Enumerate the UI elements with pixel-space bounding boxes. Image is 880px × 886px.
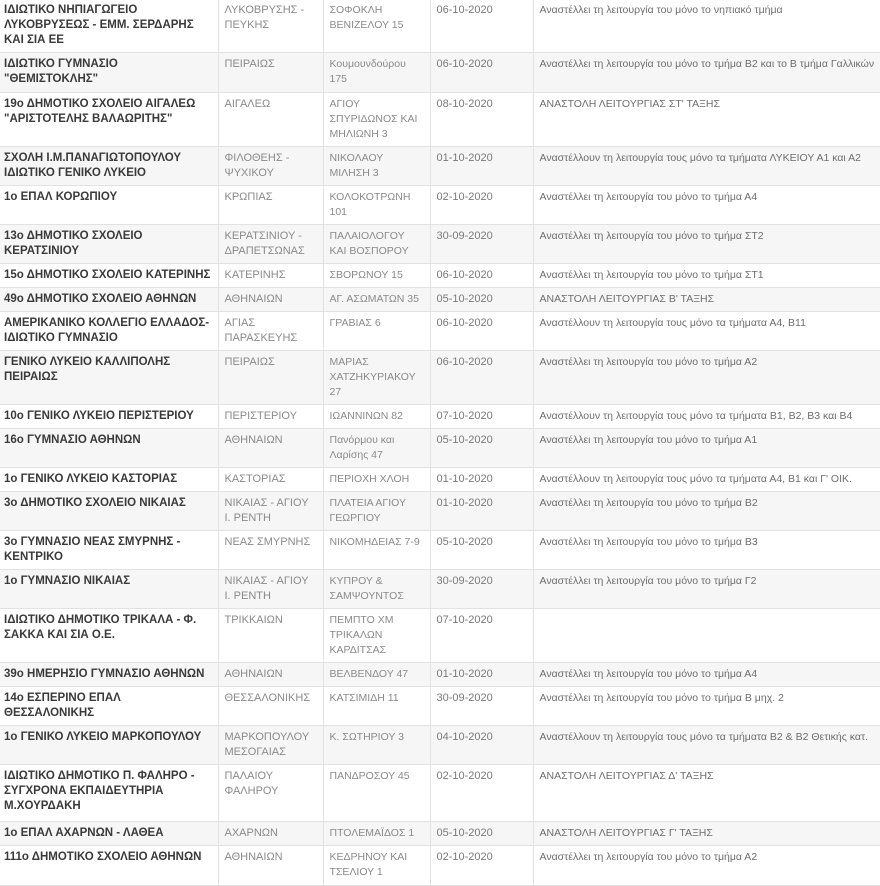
note-cell: Αναστέλλει τη λειτουργία του μόνο το τμήμα Γ2 bbox=[533, 570, 880, 609]
table-row bbox=[0, 531, 880, 570]
school-name-cell: 3ο ΓΥΜΝΑΣΙΟ ΝΕΑΣ ΣΜΥΡΝΗΣ - ΚΕΝΤΡΙΚΟ bbox=[0, 531, 218, 570]
address-cell: ΚΑΤΣΙΜΙΔΗ 11 bbox=[323, 687, 430, 726]
address-cell: ΠΕΡΙΟΧΗ ΧΛΟΗ bbox=[323, 468, 430, 492]
school-name-cell: ΙΔΙΩΤΙΚΟ ΓΥΜΝΑΣΙΟ "ΘΕΜΙΣΤΟΚΛΗΣ" bbox=[0, 53, 218, 93]
date-cell: 01-10-2020 bbox=[430, 147, 533, 186]
municipality-cell: ΜΑΡΚΟΠΟΥΛΟΥ ΜΕΣΟΓΑΙΑΣ bbox=[218, 726, 323, 765]
table-row bbox=[0, 822, 880, 846]
table-row bbox=[0, 687, 880, 726]
table-row bbox=[0, 93, 880, 147]
table-row bbox=[0, 492, 880, 531]
address-cell: ΣΒΟΡΩΝΟΥ 15 bbox=[323, 264, 430, 288]
note-cell: ΑΝΑΣΤΟΛΗ ΛΕΙΤΟΥΡΓΙΑΣ Δ' ΤΑΞΗΣ bbox=[533, 765, 880, 822]
municipality-cell: ΝΙΚΑΙΑΣ - ΑΓΙΟΥ Ι. ΡΕΝΤΗ bbox=[218, 492, 323, 531]
municipality-cell: ΝΙΚΑΙΑΣ - ΑΓΙΟΥ Ι. ΡΕΝΤΗ bbox=[218, 570, 323, 609]
date-cell: 07-10-2020 bbox=[430, 609, 533, 663]
date-cell: 05-10-2020 bbox=[430, 288, 533, 312]
address-cell: ΠΑΛΑΙΟΛΟΓΟΥ ΚΑΙ ΒΟΣΠΟΡΟΥ bbox=[323, 225, 430, 264]
address-cell: ΝΙΚΟΛΑΟΥ ΜΙΛΗΣΗ 3 bbox=[323, 147, 430, 186]
school-name-cell: 111ο ΔΗΜΟΤΙΚΟ ΣΧΟΛΕΙΟ ΑΘΗΝΩΝ bbox=[0, 846, 218, 886]
note-cell: ΑΝΑΣΤΟΛΗ ΛΕΙΤΟΥΡΓΙΑΣ ΣΤ' ΤΑΞΗΣ bbox=[533, 93, 880, 147]
school-name-cell: 1ο ΕΠΑΛ ΑΧΑΡΝΩΝ - ΛΑΘΕΑ bbox=[0, 822, 218, 846]
address-cell: ΚΟΛΟΚΟΤΡΩΝΗ 101 bbox=[323, 186, 430, 225]
municipality-cell: ΚΕΡΑΤΣΙΝΙΟΥ - ΔΡΑΠΕΤΣΩΝΑΣ bbox=[218, 225, 323, 264]
date-cell: 01-10-2020 bbox=[430, 492, 533, 531]
school-name-cell: 49ο ΔΗΜΟΤΙΚΟ ΣΧΟΛΕΙΟ ΑΘΗΝΩΝ bbox=[0, 288, 218, 312]
note-cell: Αναστέλλουν τη λειτουργία τους μόνο τα τμήματα Α4, Β11 bbox=[533, 312, 880, 351]
table-row bbox=[0, 147, 880, 186]
note-cell: Αναστέλλουν τη λειτουργία τους μόνο τα τμήματα ΛΥΚΕΙΟΥ Α1 και Α2 bbox=[533, 147, 880, 186]
table-row bbox=[0, 726, 880, 765]
school-name-cell: 1ο ΓΕΝΙΚΟ ΛΥΚΕΙΟ ΚΑΣΤΟΡΙΑΣ bbox=[0, 468, 218, 492]
address-cell: ΜΑΡΙΑΣ ΧΑΤΖΗΚΥΡΙΑΚΟΥ 27 bbox=[323, 351, 430, 405]
note-cell: ΑΝΑΣΤΟΛΗ ΛΕΙΤΟΥΡΓΙΑΣ Β' ΤΑΞΗΣ bbox=[533, 288, 880, 312]
municipality-cell: ΠΑΛΑΙΟΥ ΦΑΛΗΡΟΥ bbox=[218, 765, 323, 822]
municipality-cell: ΑΘΗΝΑΙΩΝ bbox=[218, 663, 323, 687]
note-cell: Αναστέλλουν τη λειτουργία τους μόνο τα τμήματα Β2 & Β2 Θετικής κατ. bbox=[533, 726, 880, 765]
address-cell: ΑΓΙΟΥ ΣΠΥΡΙΔΩΝΟΣ ΚΑΙ ΜΗΛΙΩΝΗ 3 bbox=[323, 93, 430, 147]
date-cell: 30-09-2020 bbox=[430, 687, 533, 726]
address-cell: ΚΕΔΡΗΝΟΥ ΚΑΙ ΤΣΕΛΙΟΥ 1 bbox=[323, 846, 430, 886]
date-cell: 07-10-2020 bbox=[430, 405, 533, 429]
school-name-cell: 3ο ΔΗΜΟΤΙΚΟ ΣΧΟΛΕΙΟ ΝΙΚΑΙΑΣ bbox=[0, 492, 218, 531]
table-row bbox=[0, 312, 880, 351]
address-cell: ΣΟΦΟΚΛΗ ΒΕΝΙΖΕΛΟΥ 15 bbox=[323, 0, 430, 53]
address-cell: ΑΓ. ΑΣΩΜΑΤΩΝ 35 bbox=[323, 288, 430, 312]
table-row bbox=[0, 288, 880, 312]
table-row bbox=[0, 405, 880, 429]
table-row bbox=[0, 570, 880, 609]
note-cell: Αναστέλλει τη λειτουργία του μόνο το νηπιακό τμήμα bbox=[533, 0, 880, 53]
municipality-cell: ΠΕΙΡΑΙΩΣ bbox=[218, 351, 323, 405]
school-name-cell: 19ο ΔΗΜΟΤΙΚΟ ΣΧΟΛΕΙΟ ΑΙΓΑΛΕΩ "ΑΡΙΣΤΟΤΕΛΗΣ ΒΑΛΑΩΡΙΤΗΣ" bbox=[0, 93, 218, 147]
note-cell: Αναστέλλει τη λειτουργία του μόνο το τμήμα Β μηχ. 2 bbox=[533, 687, 880, 726]
school-name-cell: ΑΜΕΡΙΚΑΝΙΚΟ ΚΟΛΛΕΓΙΟ ΕΛΛΑΔΟΣ-ΙΔΙΩΤΙΚΟ ΓΥΜΝΑΣΙΟ bbox=[0, 312, 218, 351]
note-cell: Αναστέλλει τη λειτουργία του μόνο το τμήμα Α4 bbox=[533, 663, 880, 687]
address-cell: Κουμουνδούρου 175 bbox=[323, 53, 430, 93]
address-cell: ΙΩΑΝΝΙΝΩΝ 82 bbox=[323, 405, 430, 429]
address-cell: ΓΡΑΒΙΑΣ 6 bbox=[323, 312, 430, 351]
table-row bbox=[0, 186, 880, 225]
table-row bbox=[0, 53, 880, 93]
table-row bbox=[0, 609, 880, 663]
table-row bbox=[0, 663, 880, 687]
municipality-cell: ΑΘΗΝΑΙΩΝ bbox=[218, 846, 323, 886]
date-cell: 06-10-2020 bbox=[430, 312, 533, 351]
municipality-cell: ΚΡΩΠΙΑΣ bbox=[218, 186, 323, 225]
municipality-cell: ΑΧΑΡΝΩΝ bbox=[218, 822, 323, 846]
note-cell: Αναστέλλει τη λειτουργία του μόνο το τμήμα Β2 και το Β τμήμα Γαλλικών bbox=[533, 53, 880, 93]
note-cell: Αναστέλλει τη λειτουργία του μόνο το τμήμα Α1 bbox=[533, 429, 880, 468]
note-cell: Αναστέλλει τη λειτουργία του μόνο το τμήμα Α4 bbox=[533, 186, 880, 225]
date-cell: 06-10-2020 bbox=[430, 351, 533, 405]
table-row bbox=[0, 765, 880, 822]
date-cell: 06-10-2020 bbox=[430, 53, 533, 93]
note-cell: Αναστέλλει τη λειτουργία του μόνο το τμήμα Β2 bbox=[533, 492, 880, 531]
address-cell: ΠΛΑΤΕΙΑ ΑΓΙΟΥ ΓΕΩΡΓΙΟΥ bbox=[323, 492, 430, 531]
address-cell: ΚΥΠΡΟΥ & ΣΑΜΨΟΥΝΤΟΣ bbox=[323, 570, 430, 609]
school-name-cell: 15ο ΔΗΜΟΤΙΚΟ ΣΧΟΛΕΙΟ ΚΑΤΕΡΙΝΗΣ bbox=[0, 264, 218, 288]
date-cell: 05-10-2020 bbox=[430, 822, 533, 846]
note-cell: Αναστέλλει τη λειτουργία του μόνο το τμήμα Α2 bbox=[533, 351, 880, 405]
note-cell bbox=[533, 609, 880, 663]
school-name-cell: 1ο ΓΥΜΝΑΣΙΟ ΝΙΚΑΙΑΣ bbox=[0, 570, 218, 609]
note-cell: Αναστέλλει τη λειτουργία του μόνο το τμήμα Α2 bbox=[533, 846, 880, 886]
date-cell: 30-09-2020 bbox=[430, 225, 533, 264]
address-cell: ΠΕΜΠΤΟ ΧΜ ΤΡΙΚΑΛΩΝ ΚΑΡΔΙΤΣΑΣ bbox=[323, 609, 430, 663]
municipality-cell: ΑΙΓΑΛΕΩ bbox=[218, 93, 323, 147]
municipality-cell: ΚΑΤΕΡΙΝΗΣ bbox=[218, 264, 323, 288]
school-name-cell: 16ο ΓΥΜΝΑΣΙΟ ΑΘΗΝΩΝ bbox=[0, 429, 218, 468]
table-row bbox=[0, 429, 880, 468]
address-cell: Πανόρμου και Λαρίσης 47 bbox=[323, 429, 430, 468]
school-name-cell: ΙΔΙΩΤΙΚΟ ΔΗΜΟΤΙΚΟ ΤΡΙΚΑΛΑ - Φ. ΣΑΚΚΑ ΚΑΙ ΣΙΑ Ο.Ε. bbox=[0, 609, 218, 663]
municipality-cell: ΦΙΛΟΘΕΗΣ - ΨΥΧΙΚΟΥ bbox=[218, 147, 323, 186]
date-cell: 01-10-2020 bbox=[430, 663, 533, 687]
date-cell: 02-10-2020 bbox=[430, 846, 533, 886]
address-cell: ΒΕΛΒΕΝΔΟΥ 47 bbox=[323, 663, 430, 687]
municipality-cell: ΝΕΑΣ ΣΜΥΡΝΗΣ bbox=[218, 531, 323, 570]
note-cell: Αναστέλλει τη λειτουργία του μόνο το τμήμα ΣΤ2 bbox=[533, 225, 880, 264]
note-cell: Αναστέλλουν τη λειτουργία τους μόνο τα τμήματα Β1, Β2, Β3 και Β4 bbox=[533, 405, 880, 429]
date-cell: 05-10-2020 bbox=[430, 531, 533, 570]
municipality-cell: ΘΕΣΣΑΛΟΝΙΚΗΣ bbox=[218, 687, 323, 726]
municipality-cell: ΛΥΚΟΒΡΥΣΗΣ - ΠΕΥΚΗΣ bbox=[218, 0, 323, 53]
note-cell: Αναστέλλει τη λειτουργία του μόνο το τμήμα ΣΤ1 bbox=[533, 264, 880, 288]
date-cell: 02-10-2020 bbox=[430, 186, 533, 225]
school-name-cell: 1ο ΕΠΑΛ ΚΟΡΩΠΙΟΥ bbox=[0, 186, 218, 225]
school-name-cell: ΙΔΙΩΤΙΚΟ ΔΗΜΟΤΙΚΟ Π. ΦΑΛΗΡΟ - ΣΥΓΧΡΟΝΑ ΕΚΠΑΙΔΕΥΤΗΡΙΑ Μ.ΧΟΥΡΔΑΚΗ bbox=[0, 765, 218, 822]
table-row bbox=[0, 351, 880, 405]
table-row bbox=[0, 468, 880, 492]
address-cell: Κ. ΣΩΤΗΡΙΟΥ 3 bbox=[323, 726, 430, 765]
date-cell: 05-10-2020 bbox=[430, 429, 533, 468]
school-name-cell: 13ο ΔΗΜΟΤΙΚΟ ΣΧΟΛΕΙΟ ΚΕΡΑΤΣΙΝΙΟΥ bbox=[0, 225, 218, 264]
address-cell: ΠΤΟΛΕΜΑΪΔΟΣ 1 bbox=[323, 822, 430, 846]
note-cell: ΑΝΑΣΤΟΛΗ ΛΕΙΤΟΥΡΓΙΑΣ Γ' ΤΑΞΗΣ bbox=[533, 822, 880, 846]
table-row bbox=[0, 846, 880, 886]
address-cell: ΠΑΝΔΡΟΣΟΥ 45 bbox=[323, 765, 430, 822]
municipality-cell: ΑΓΙΑΣ ΠΑΡΑΣΚΕΥΗΣ bbox=[218, 312, 323, 351]
date-cell: 04-10-2020 bbox=[430, 726, 533, 765]
table-row bbox=[0, 0, 880, 53]
date-cell: 01-10-2020 bbox=[430, 468, 533, 492]
table-row bbox=[0, 225, 880, 264]
school-name-cell: 1ο ΓΕΝΙΚΟ ΛΥΚΕΙΟ ΜΑΡΚΟΠΟΥΛΟΥ bbox=[0, 726, 218, 765]
date-cell: 30-09-2020 bbox=[430, 570, 533, 609]
municipality-cell: ΠΕΙΡΑΙΩΣ bbox=[218, 53, 323, 93]
date-cell: 06-10-2020 bbox=[430, 264, 533, 288]
school-name-cell: 39ο ΗΜΕΡΗΣΙΟ ΓΥΜΝΑΣΙΟ ΑΘΗΝΩΝ bbox=[0, 663, 218, 687]
date-cell: 06-10-2020 bbox=[430, 0, 533, 53]
school-name-cell: ΣΧΟΛΗ Ι.Μ.ΠΑΝΑΓΙΩΤΟΠΟΥΛΟΥ ΙΔΙΩΤΙΚΟ ΓΕΝΙΚΟ ΛΥΚΕΙΟ bbox=[0, 147, 218, 186]
school-name-cell: ΙΔΙΩΤΙΚΟ ΝΗΠΙΑΓΩΓΕΙΟ ΛΥΚΟΒΡΥΣΕΩΣ - ΕΜΜ. ΣΕΡΔΑΡΗΣ ΚΑΙ ΣΙΑ ΕΕ bbox=[0, 0, 218, 53]
school-name-cell: 10ο ΓΕΝΙΚΟ ΛΥΚΕΙΟ ΠΕΡΙΣΤΕΡΙΟΥ bbox=[0, 405, 218, 429]
school-name-cell: 14ο ΕΣΠΕΡΙΝΟ ΕΠΑΛ ΘΕΣΣΑΛΟΝΙΚΗΣ bbox=[0, 687, 218, 726]
note-cell: Αναστέλλουν τη λειτουργία τους μόνο τα τμήματα Α4, Β1 και Γ' ΟΙΚ. bbox=[533, 468, 880, 492]
address-cell: ΝΙΚΟΜΗΔΕΙΑΣ 7-9 bbox=[323, 531, 430, 570]
municipality-cell: ΚΑΣΤΟΡΙΑΣ bbox=[218, 468, 323, 492]
table-row bbox=[0, 264, 880, 288]
date-cell: 02-10-2020 bbox=[430, 765, 533, 822]
municipality-cell: ΤΡΙΚΚΑΙΩΝ bbox=[218, 609, 323, 663]
municipality-cell: ΠΕΡΙΣΤΕΡΙΟΥ bbox=[218, 405, 323, 429]
school-name-cell: ΓΕΝΙΚΟ ΛΥΚΕΙΟ ΚΑΛΛΙΠΟΛΗΣ ΠΕΙΡΑΙΩΣ bbox=[0, 351, 218, 405]
municipality-cell: ΑΘΗΝΑΙΩΝ bbox=[218, 288, 323, 312]
municipality-cell: ΑΘΗΝΑΙΩΝ bbox=[218, 429, 323, 468]
note-cell: Αναστέλλει τη λειτουργία του μόνο το τμήμα Β3 bbox=[533, 531, 880, 570]
date-cell: 08-10-2020 bbox=[430, 93, 533, 147]
